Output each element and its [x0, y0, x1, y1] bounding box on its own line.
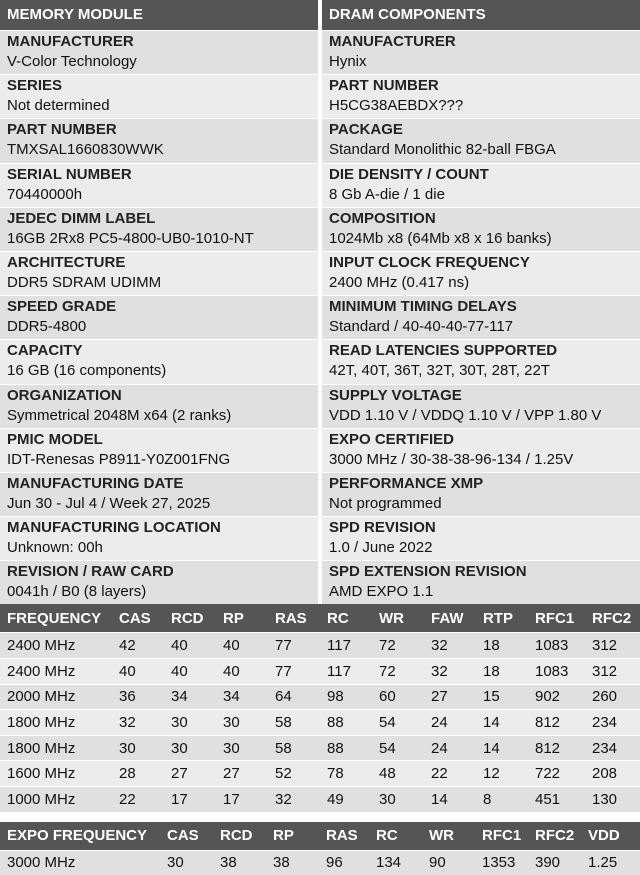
- table-cell: 18: [476, 633, 528, 659]
- table-cell: 722: [528, 761, 585, 787]
- table-cell: 42: [112, 633, 164, 659]
- column-header: RFC2: [528, 822, 581, 851]
- table-cell: 49: [320, 787, 372, 812]
- field-value: Not programmed: [329, 494, 442, 512]
- table-cell: 312: [585, 659, 640, 685]
- table-row: [0, 761, 640, 787]
- field-label: COMPOSITION: [329, 209, 436, 227]
- module-field: [0, 118, 318, 162]
- field-value: TMXSAL1660830WWK: [7, 141, 164, 159]
- table-cell: 32: [424, 633, 476, 659]
- table-cell: 32: [424, 659, 476, 685]
- field-value: 0041h / B0 (8 layers): [7, 583, 147, 601]
- field-label: PART NUMBER: [329, 77, 439, 95]
- module-field: [0, 30, 318, 74]
- table-gap: [0, 812, 640, 822]
- field-label: MANUFACTURER: [329, 33, 456, 50]
- table-cell: 234: [585, 735, 640, 761]
- field-label: PMIC MODEL: [7, 430, 103, 448]
- field-label: READ LATENCIES SUPPORTED: [329, 342, 558, 360]
- table-cell: 30: [164, 710, 216, 736]
- module-field: [0, 516, 318, 560]
- table-cell: 90: [422, 850, 475, 875]
- field-value: 70440000h: [7, 185, 83, 203]
- table-cell: 32: [268, 787, 320, 812]
- field-value: 3000 MHz / 30-38-38-96-134 / 1.25V: [329, 450, 574, 468]
- field-label: SUPPLY VOLTAGE: [329, 386, 462, 404]
- module-field: [0, 428, 318, 472]
- column-header: RFC1: [475, 822, 528, 851]
- table-cell: 812: [528, 710, 585, 736]
- table-cell: 98: [320, 684, 372, 710]
- column-header: RAS: [319, 822, 369, 851]
- table-cell: 78: [320, 761, 372, 787]
- field-label: PART NUMBER: [7, 121, 117, 139]
- table-cell: 1083: [528, 659, 585, 685]
- table-cell: 17: [164, 787, 216, 812]
- column-header: RFC1: [528, 604, 585, 633]
- table-row: [0, 787, 640, 812]
- table-cell: 38: [266, 850, 319, 875]
- column-header: RC: [320, 604, 372, 633]
- table-cell: 36: [112, 684, 164, 710]
- column-header: EXPO FREQUENCY: [0, 822, 160, 851]
- module-field: [0, 207, 318, 251]
- dram-field: [322, 30, 640, 74]
- dram-field: [322, 428, 640, 472]
- table-row: [0, 659, 640, 685]
- dram-field: [322, 384, 640, 428]
- dram-field: [322, 163, 640, 207]
- column-header: WR: [372, 604, 424, 633]
- table-cell: 14: [476, 735, 528, 761]
- table-cell: 64: [268, 684, 320, 710]
- table-cell: 1.25: [581, 850, 640, 875]
- table-cell: 34: [216, 684, 268, 710]
- dram-components-fields: [322, 30, 640, 604]
- table-cell: 72: [372, 659, 424, 685]
- table-cell: 54: [372, 710, 424, 736]
- table-cell: 77: [268, 633, 320, 659]
- column-header: CAS: [112, 604, 164, 633]
- table-cell: 451: [528, 787, 585, 812]
- table-cell: 88: [320, 735, 372, 761]
- table-cell: 27: [424, 684, 476, 710]
- table-cell: 72: [372, 633, 424, 659]
- table-row: [0, 710, 640, 736]
- table-cell: 12: [476, 761, 528, 787]
- expo-header-row: [0, 822, 640, 851]
- table-cell: 3000 MHz: [0, 850, 160, 875]
- field-value: Symmetrical 2048M x64 (2 ranks): [7, 406, 232, 424]
- table-cell: 22: [112, 787, 164, 812]
- table-cell: 130: [585, 787, 640, 812]
- dram-components-panel: [322, 0, 640, 604]
- table-cell: 38: [213, 850, 266, 875]
- expo-body: [0, 850, 640, 875]
- field-value: Standard / 40-40-40-77-117: [329, 318, 514, 336]
- jedec-timing-table: [0, 604, 640, 811]
- field-label: ORGANIZATION: [7, 386, 122, 404]
- dram-field: [322, 339, 640, 383]
- table-cell: 27: [216, 761, 268, 787]
- table-cell: 208: [585, 761, 640, 787]
- module-field: [0, 339, 318, 383]
- dram-field: [322, 472, 640, 516]
- field-value: 16 GB (16 components): [7, 362, 167, 380]
- table-cell: 1800 MHz: [0, 735, 112, 761]
- field-value: H5CG38AEBDX???: [329, 97, 464, 115]
- field-value: Unknown: 00h: [7, 539, 103, 557]
- table-cell: 77: [268, 659, 320, 685]
- field-value: V-Color Technology: [7, 53, 137, 70]
- field-value: 1024Mb x8 (64Mb x8 x 16 banks): [329, 229, 552, 247]
- column-header: RTP: [476, 604, 528, 633]
- table-cell: 40: [216, 633, 268, 659]
- table-cell: 14: [424, 787, 476, 812]
- field-label: MANUFACTURING DATE: [7, 474, 184, 492]
- memory-module-fields: [0, 30, 318, 604]
- field-label: SPD EXTENSION REVISION: [329, 563, 527, 581]
- table-cell: 32: [112, 710, 164, 736]
- table-cell: 40: [164, 659, 216, 685]
- table-cell: 117: [320, 659, 372, 685]
- column-header: RAS: [268, 604, 320, 633]
- field-value: VDD 1.10 V / VDDQ 1.10 V / VPP 1.80 V: [329, 406, 602, 424]
- dram-components-header: DRAM COMPONENTS: [322, 0, 640, 30]
- field-label: REVISION / RAW CARD: [7, 563, 174, 581]
- table-cell: 60: [372, 684, 424, 710]
- table-cell: 88: [320, 710, 372, 736]
- table-row: [0, 684, 640, 710]
- table-cell: 58: [268, 735, 320, 761]
- field-value: 42T, 40T, 36T, 32T, 30T, 28T, 22T: [329, 362, 550, 380]
- module-field: [0, 560, 318, 604]
- table-cell: 48: [372, 761, 424, 787]
- column-header: FAW: [424, 604, 476, 633]
- column-header: RC: [369, 822, 422, 851]
- table-cell: 2400 MHz: [0, 659, 112, 685]
- table-cell: 8: [476, 787, 528, 812]
- field-label: CAPACITY: [7, 342, 83, 360]
- field-label: EXPO CERTIFIED: [329, 430, 455, 448]
- table-cell: 18: [476, 659, 528, 685]
- field-label: JEDEC DIMM LABEL: [7, 209, 156, 227]
- field-value: AMD EXPO 1.1: [329, 583, 434, 601]
- field-value: Not determined: [7, 97, 110, 115]
- table-cell: 1000 MHz: [0, 787, 112, 812]
- column-header: RP: [216, 604, 268, 633]
- dram-field: [322, 516, 640, 560]
- field-label: ARCHITECTURE: [7, 253, 126, 271]
- table-cell: 24: [424, 710, 476, 736]
- table-cell: 54: [372, 735, 424, 761]
- table-cell: 17: [216, 787, 268, 812]
- table-cell: 40: [216, 659, 268, 685]
- field-value: DDR5-4800: [7, 318, 87, 336]
- field-label: MINIMUM TIMING DELAYS: [329, 298, 517, 316]
- field-label: SPD REVISION: [329, 519, 436, 537]
- table-cell: 52: [268, 761, 320, 787]
- module-field: [0, 251, 318, 295]
- table-cell: 40: [164, 633, 216, 659]
- dram-field: [322, 207, 640, 251]
- module-field: [0, 163, 318, 207]
- module-field: [0, 384, 318, 428]
- column-header: RCD: [164, 604, 216, 633]
- field-label: PERFORMANCE XMP: [329, 474, 484, 492]
- field-label: MANUFACTURING LOCATION: [7, 519, 221, 537]
- module-field: [0, 472, 318, 516]
- table-cell: 134: [369, 850, 422, 875]
- field-label: DIE DENSITY / COUNT: [329, 165, 489, 183]
- jedec-body: [0, 633, 640, 812]
- table-cell: 390: [528, 850, 581, 875]
- memory-module-panel: [0, 0, 318, 604]
- table-row: [0, 850, 640, 875]
- field-value: Jun 30 - Jul 4 / Week 27, 2025: [7, 494, 211, 512]
- field-label: SERIAL NUMBER: [7, 165, 132, 183]
- table-cell: 117: [320, 633, 372, 659]
- field-value: Standard Monolithic 82-ball FBGA: [329, 141, 556, 159]
- expo-timing-table: [0, 822, 640, 875]
- column-header: WR: [422, 822, 475, 851]
- column-header: RCD: [213, 822, 266, 851]
- table-cell: 30: [216, 735, 268, 761]
- table-cell: 30: [160, 850, 213, 875]
- table-cell: 30: [164, 735, 216, 761]
- module-field: [0, 295, 318, 339]
- table-cell: 58: [268, 710, 320, 736]
- table-cell: 234: [585, 710, 640, 736]
- field-value: DDR5 SDRAM UDIMM: [7, 273, 162, 291]
- table-cell: 24: [424, 735, 476, 761]
- table-cell: 902: [528, 684, 585, 710]
- field-value: 2400 MHz (0.417 ns): [329, 273, 470, 291]
- field-label: MANUFACTURER: [7, 33, 134, 50]
- table-cell: 30: [372, 787, 424, 812]
- table-cell: 812: [528, 735, 585, 761]
- column-header: RP: [266, 822, 319, 851]
- field-label: SERIES: [7, 77, 63, 95]
- field-label: INPUT CLOCK FREQUENCY: [329, 253, 530, 271]
- memory-module-header: MEMORY MODULE: [0, 0, 318, 30]
- field-value: 16GB 2Rx8 PC5-4800-UB0-1010-NT: [7, 229, 254, 247]
- table-cell: 22: [424, 761, 476, 787]
- dram-field: [322, 118, 640, 162]
- table-cell: 1600 MHz: [0, 761, 112, 787]
- table-cell: 1800 MHz: [0, 710, 112, 736]
- table-cell: 2400 MHz: [0, 633, 112, 659]
- module-field: [0, 74, 318, 118]
- table-cell: 28: [112, 761, 164, 787]
- dram-field: [322, 251, 640, 295]
- table-cell: 1083: [528, 633, 585, 659]
- table-cell: 260: [585, 684, 640, 710]
- dram-field: [322, 295, 640, 339]
- table-row: [0, 633, 640, 659]
- field-value: Hynix: [329, 53, 367, 70]
- table-cell: 15: [476, 684, 528, 710]
- jedec-header-row: [0, 604, 640, 633]
- field-label: SPEED GRADE: [7, 298, 117, 316]
- table-cell: 27: [164, 761, 216, 787]
- table-cell: 30: [112, 735, 164, 761]
- field-value: IDT-Renesas P8911-Y0Z001FNG: [7, 450, 231, 468]
- dram-field: [322, 560, 640, 604]
- column-header: CAS: [160, 822, 213, 851]
- field-value: 8 Gb A-die / 1 die: [329, 185, 445, 203]
- column-header: FREQUENCY: [0, 604, 112, 633]
- table-cell: 96: [319, 850, 369, 875]
- table-cell: 312: [585, 633, 640, 659]
- table-row: [0, 735, 640, 761]
- table-cell: 1353: [475, 850, 528, 875]
- column-header: RFC2: [585, 604, 640, 633]
- field-value: 1.0 / June 2022: [329, 539, 433, 557]
- dram-field: [322, 74, 640, 118]
- table-cell: 34: [164, 684, 216, 710]
- column-header: VDD: [581, 822, 640, 851]
- table-cell: 30: [216, 710, 268, 736]
- table-cell: 2000 MHz: [0, 684, 112, 710]
- table-cell: 40: [112, 659, 164, 685]
- field-label: PACKAGE: [329, 121, 403, 139]
- table-cell: 14: [476, 710, 528, 736]
